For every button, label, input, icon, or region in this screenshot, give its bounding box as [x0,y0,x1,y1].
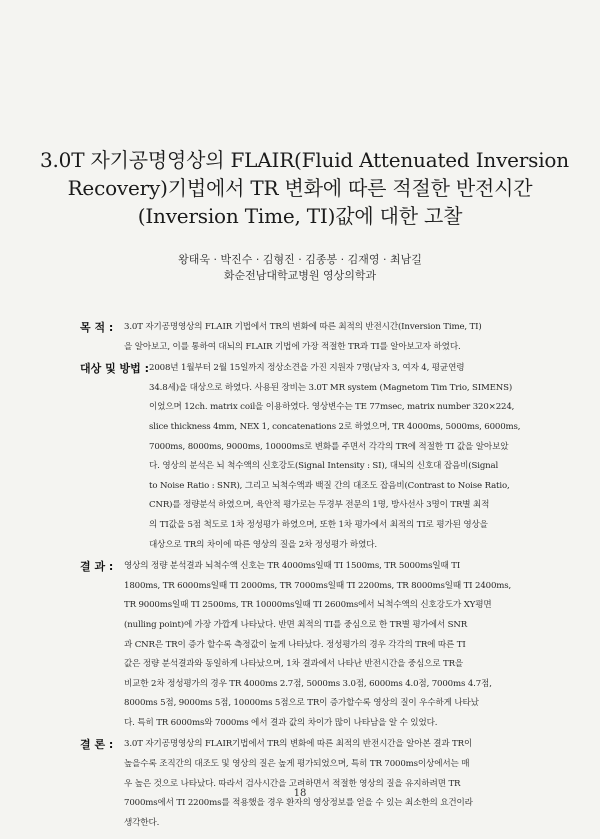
text-line: 다. 영상의 분석은 뇌 척수액의 신호강도(Signal Intensity : SI), 대뇌의 신호대 잡음비(Signal [149,461,499,472]
abstract-section [80,359,530,555]
text-line: 을 알아보고, 이를 통하여 대뇌의 FLAIR 기법에 가장 적절한 TR과 TI를 알아보고자 하였다. [124,341,461,352]
text-line: 이었으며 12ch. matrix coil을 이용하였다. 영상변수는 TE 77msec, matrix number 320×224, [149,402,515,413]
section-label: 목 적 : [80,321,114,334]
text-line: 7000ms에서 TI 2200ms를 적용했을 경우 환자의 영상정보를 얻을 수 있는 최소한의 요건이라 [124,798,473,809]
text-line: 다. 특히 TR 6000ms와 7000ms 에서 결과 값의 차이가 많이 나타남을 알 수 있었다. [124,717,438,728]
abstract-section [80,735,530,833]
text-line: 34.8세)을 대상으로 하였다. 사용된 장비는 3.0T MR system (Magnetom Tim Trio, SIMENS) [149,382,513,393]
title-line: Recovery)기법에서 TR 변화에 따른 적절한 반전시간 [67,176,533,200]
text-line: 값은 정량 분석결과와 동일하게 나타났으며, 1차 결과에서 나타난 반전시간을 중심으로 TR을 [124,659,464,670]
text-line: TR 9000ms일때 TI 2500ms, TR 10000ms일때 TI 2600ms에서 뇌척수액의 신호강도가 XY평면 [124,600,492,611]
abstract-section [80,557,530,733]
text-line: 2008년 1월부터 2월 15일까지 정상소견을 가진 지원자 7명(남자 3, 여자 4, 평균연령 [149,363,465,374]
section-body [124,318,530,357]
text-line: 8000ms 5점, 9000ms 5점, 10000ms 5점으로 TR이 증가할수록 영상의 질이 우수하게 나타났 [124,698,479,709]
abstract-section [80,318,530,357]
text-line: 대상으로 TR의 차이에 따른 영상의 질을 2차 정성평가 하였다. [149,539,377,550]
text-line: 3.0T 자기공명영상의 FLAIR 기법에서 TR의 변화에 따른 최적의 반전시간(Inversion Time, TI) [124,322,482,332]
section-label: 결 론 : [80,738,114,752]
text-line: 과 CNR은 TR이 증가 할수록 측정값이 높게 나타났다. 정성평가의 경우 각각의 TR에 따른 TI [124,639,466,650]
text-line: 높을수록 조직간의 대조도 및 영상의 질은 높게 평가되었으며, 특히 TR 7000ms이상에서는 매 [124,759,470,770]
author-block [120,252,480,284]
section-label: 대상 및 방법 : [80,362,150,376]
page-number: 18 [293,788,307,799]
text-line: (nulling point)에 가장 가깝게 나타났다. 반면 최적의 TI를 중심으로 한 TR별 평가에서 SNR [124,619,468,630]
text-line: 비교한 2차 정성평가의 경우 TR 4000ms 2.7점, 5000ms 3.0점, 6000ms 4.0점, 7000ms 4.7점, [124,678,492,689]
text-line: 의 TI값을 5점 척도로 1차 정성평가 하였으며, 또한 1차 평가에서 최적의 TI로 평가된 영상을 [149,519,488,530]
section-label: 결 과 : [80,560,114,574]
text-line: CNR)를 정량분석 하였으며, 육안적 평가로는 두경부 전문의 1명, 방사선사 3명이 TR별 최적 [149,500,490,511]
text-line: 영상의 정량 분석결과 뇌척수액 신호는 TR 4000ms일때 TI 1500ms, TR 5000ms일때 TI [124,561,461,572]
title-line: (Inversion Time, TI)값에 대한 고찰 [137,204,463,228]
affiliation: 화순전남대학교병원 영상의학과 [223,269,377,282]
text-line: slice thickness 4mm, NEX 1, concatenations 2로 하였으며, TR 4000ms, 5000ms, 6000ms, [149,421,521,432]
text-line: 생각한다. [124,817,160,828]
section-body [124,735,530,833]
text-line: 7000ms, 8000ms, 9000ms, 10000ms로 변화를 주면서 각각의 TR에 적절한 TI 값을 알아보았 [149,441,509,452]
abstract-sections [80,318,530,835]
section-body [149,359,530,555]
paper-title [40,146,569,230]
author-list: 왕태욱 · 박진수 · 김형진 · 김종봉 · 김재영 · 최남길 [178,253,422,266]
section-body [124,557,530,733]
text-line: 우 높은 것으로 나타났다. 따라서 검사시간을 고려하면서 적절한 영상의 질을 유지하려면 TR [124,778,461,789]
text-line: 3.0T 자기공명영상의 FLAIR기법에서 TR의 변화에 따른 최적의 반전시간을 알아본 결과 TR이 [124,739,473,750]
text-line: 1800ms, TR 6000ms일때 TI 2000ms, TR 7000ms일때 TI 2200ms, TR 8000ms일때 TI 2400ms, [124,580,512,591]
title-line: 3.0T 자기공명영상의 FLAIR(Fluid Attenuated Inversion [40,148,569,172]
text-line: to Noise Ratio : SNR), 그리고 뇌척수액과 백질 간의 대조도 잡음비(Contrast to Noise Ratio, [149,480,510,491]
